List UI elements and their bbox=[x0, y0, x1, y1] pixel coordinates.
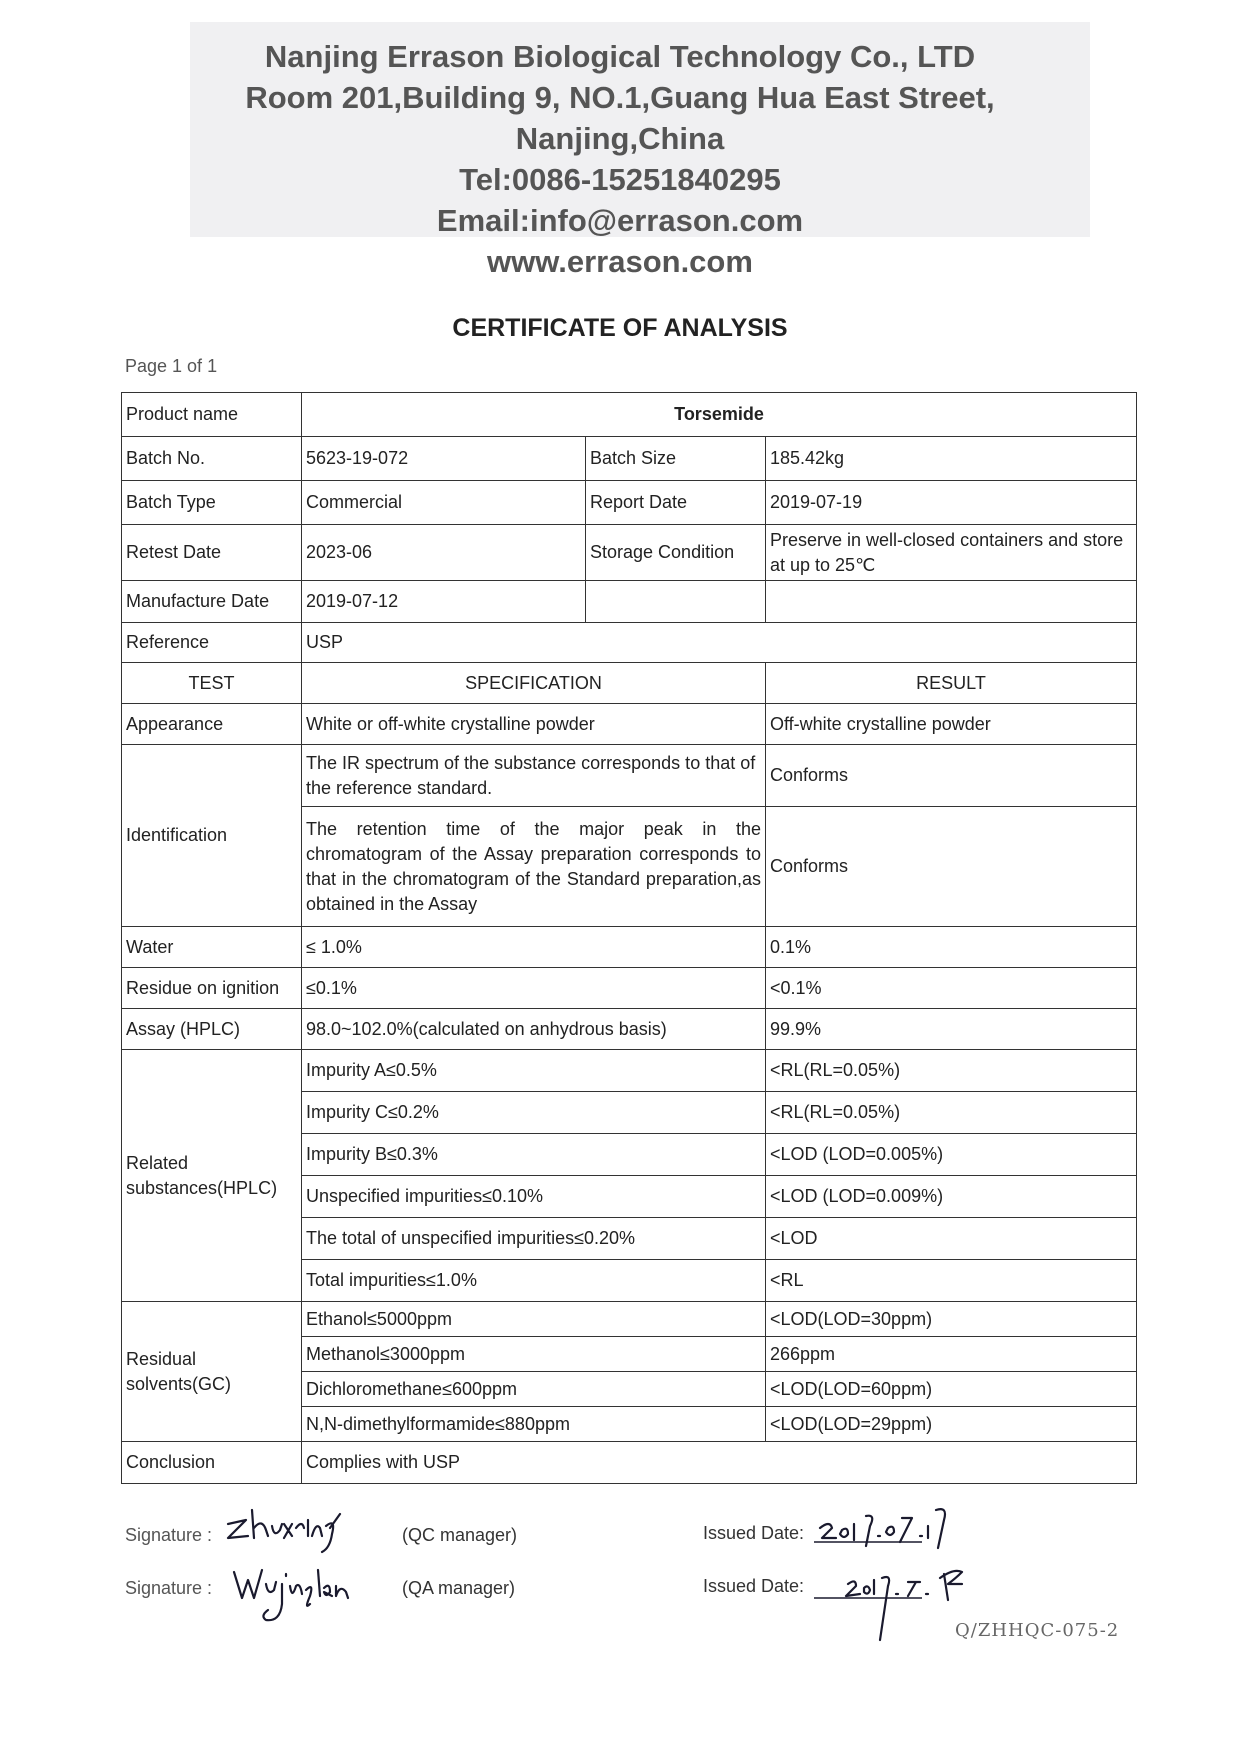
specification: The total of unspecified impurities≤0.20% bbox=[302, 1218, 766, 1260]
page-number: Page 1 of 1 bbox=[125, 356, 218, 376]
specification: Impurity A≤0.5% bbox=[302, 1050, 766, 1092]
qc-handwritten-signature bbox=[222, 1498, 362, 1554]
specification: Methanol≤3000ppm bbox=[302, 1337, 766, 1372]
result: <LOD(LOD=60ppm) bbox=[766, 1372, 1137, 1407]
manufacture-date: 2019-07-12 bbox=[302, 581, 586, 623]
test-name: Appearance bbox=[122, 704, 302, 745]
result: <LOD (LOD=0.009%) bbox=[766, 1176, 1137, 1218]
coa-table bbox=[121, 392, 1137, 1484]
batch-type-label: Batch Type bbox=[122, 481, 302, 525]
test-name: Assay (HPLC) bbox=[122, 1009, 302, 1050]
retest-date: 2023-06 bbox=[302, 525, 586, 581]
address-line-2: Nanjing,China bbox=[515, 121, 725, 156]
batch-no-label: Batch No. bbox=[122, 437, 302, 481]
result: Off-white crystalline powder bbox=[766, 704, 1137, 745]
empty-cell bbox=[586, 581, 766, 623]
table-row bbox=[122, 1302, 1137, 1337]
result: 99.9% bbox=[766, 1009, 1137, 1050]
table-row bbox=[122, 481, 1137, 525]
result: <LOD (LOD=0.005%) bbox=[766, 1134, 1137, 1176]
specification: Total impurities≤1.0% bbox=[302, 1260, 766, 1302]
table-row bbox=[122, 1442, 1137, 1484]
address-line-1: Room 201,Building 9, NO.1,Guang Hua East Street, bbox=[245, 80, 995, 115]
qc-issued-date-label: Issued Date: bbox=[703, 1523, 805, 1543]
batch-type: Commercial bbox=[302, 481, 586, 525]
table-row bbox=[122, 704, 1137, 745]
table-row bbox=[122, 437, 1137, 481]
test-name: Identification bbox=[122, 745, 302, 927]
column-header-row bbox=[122, 663, 1137, 704]
table-row bbox=[122, 393, 1137, 437]
specification: Unspecified impurities≤0.10% bbox=[302, 1176, 766, 1218]
reference: USP bbox=[302, 623, 1137, 663]
qa-role: (QA manager) bbox=[402, 1578, 516, 1598]
result: <RL bbox=[766, 1260, 1137, 1302]
telephone: Tel:0086-15251840295 bbox=[459, 162, 781, 197]
result: <RL(RL=0.05%) bbox=[766, 1050, 1137, 1092]
result: <0.1% bbox=[766, 968, 1137, 1009]
qa-issued-date-label: Issued Date: bbox=[703, 1576, 805, 1596]
table-row bbox=[122, 927, 1137, 968]
specification: N,N-dimethylformamide≤880ppm bbox=[302, 1407, 766, 1442]
specification: Ethanol≤5000ppm bbox=[302, 1302, 766, 1337]
qc-role: (QC manager) bbox=[402, 1525, 518, 1545]
retest-date-label: Retest Date bbox=[122, 525, 302, 581]
specification: ≤0.1% bbox=[302, 968, 766, 1009]
report-date-label: Report Date bbox=[586, 481, 766, 525]
specification: Impurity B≤0.3% bbox=[302, 1134, 766, 1176]
table-row bbox=[122, 525, 1137, 581]
column-header-test: TEST bbox=[122, 663, 302, 704]
batch-size-label: Batch Size bbox=[586, 437, 766, 481]
result: <LOD bbox=[766, 1218, 1137, 1260]
table-row bbox=[122, 1009, 1137, 1050]
empty-cell bbox=[766, 581, 1137, 623]
specification: ≤ 1.0% bbox=[302, 927, 766, 968]
table-row bbox=[122, 623, 1137, 663]
test-name: Residue on ignition bbox=[122, 968, 302, 1009]
specification: Dichloromethane≤600ppm bbox=[302, 1372, 766, 1407]
table-row bbox=[122, 1050, 1137, 1092]
conclusion-result: Complies with USP bbox=[302, 1442, 1137, 1484]
storage-condition-label: Storage Condition bbox=[586, 525, 766, 581]
table-row bbox=[122, 581, 1137, 623]
column-header-specification: SPECIFICATION bbox=[302, 663, 766, 704]
specification: White or off-white crystalline powder bbox=[302, 704, 766, 745]
product-name: Torsemide bbox=[302, 393, 1137, 437]
batch-size: 185.42kg bbox=[766, 437, 1137, 481]
column-header-result: RESULT bbox=[766, 663, 1137, 704]
result: Conforms bbox=[766, 807, 1137, 927]
email: Email:info@errason.com bbox=[436, 203, 804, 238]
company-name: Nanjing Errason Biological Technology Co., LTD bbox=[264, 39, 976, 74]
storage-condition: Preserve in well-closed containers and store at up to 25℃ bbox=[766, 525, 1137, 581]
test-name: Water bbox=[122, 927, 302, 968]
result: <LOD(LOD=29ppm) bbox=[766, 1407, 1137, 1442]
table-row bbox=[122, 745, 1137, 807]
qc-signature-label: Signature : bbox=[125, 1525, 213, 1545]
document-title: CERTIFICATE OF ANALYSIS bbox=[452, 314, 788, 342]
result: 266ppm bbox=[766, 1337, 1137, 1372]
website: www.errason.com bbox=[487, 244, 753, 279]
product-name-label: Product name bbox=[122, 393, 302, 437]
test-name: Residual solvents(GC) bbox=[122, 1302, 302, 1442]
test-name: Related substances(HPLC) bbox=[122, 1050, 302, 1302]
qa-handwritten-signature bbox=[230, 1560, 360, 1628]
specification: The IR spectrum of the substance corresponds to that of the reference standard. bbox=[302, 745, 766, 807]
qa-signature-label: Signature : bbox=[125, 1578, 213, 1598]
report-date: 2019-07-19 bbox=[766, 481, 1137, 525]
result: <RL(RL=0.05%) bbox=[766, 1092, 1137, 1134]
specification: Impurity C≤0.2% bbox=[302, 1092, 766, 1134]
reference-label: Reference bbox=[122, 623, 302, 663]
result: 0.1% bbox=[766, 927, 1137, 968]
specification: 98.0~102.0%(calculated on anhydrous basis) bbox=[302, 1009, 766, 1050]
manufacture-date-label: Manufacture Date bbox=[122, 581, 302, 623]
company-header bbox=[0, 36, 1240, 282]
result: Conforms bbox=[766, 745, 1137, 807]
result: <LOD(LOD=30ppm) bbox=[766, 1302, 1137, 1337]
table-row bbox=[122, 968, 1137, 1009]
qc-issued-date-handwritten bbox=[812, 1498, 982, 1554]
batch-no: 5623-19-072 bbox=[302, 437, 586, 481]
test-name: Conclusion bbox=[122, 1442, 302, 1484]
specification: The retention time of the major peak in the chromatogram of the Assay preparation corresponds to that in the chromatogram of the Standard preparation,as obtained in the Assay bbox=[302, 807, 766, 927]
form-code: Q/ZHHQC-075-2 bbox=[955, 1620, 1120, 1641]
